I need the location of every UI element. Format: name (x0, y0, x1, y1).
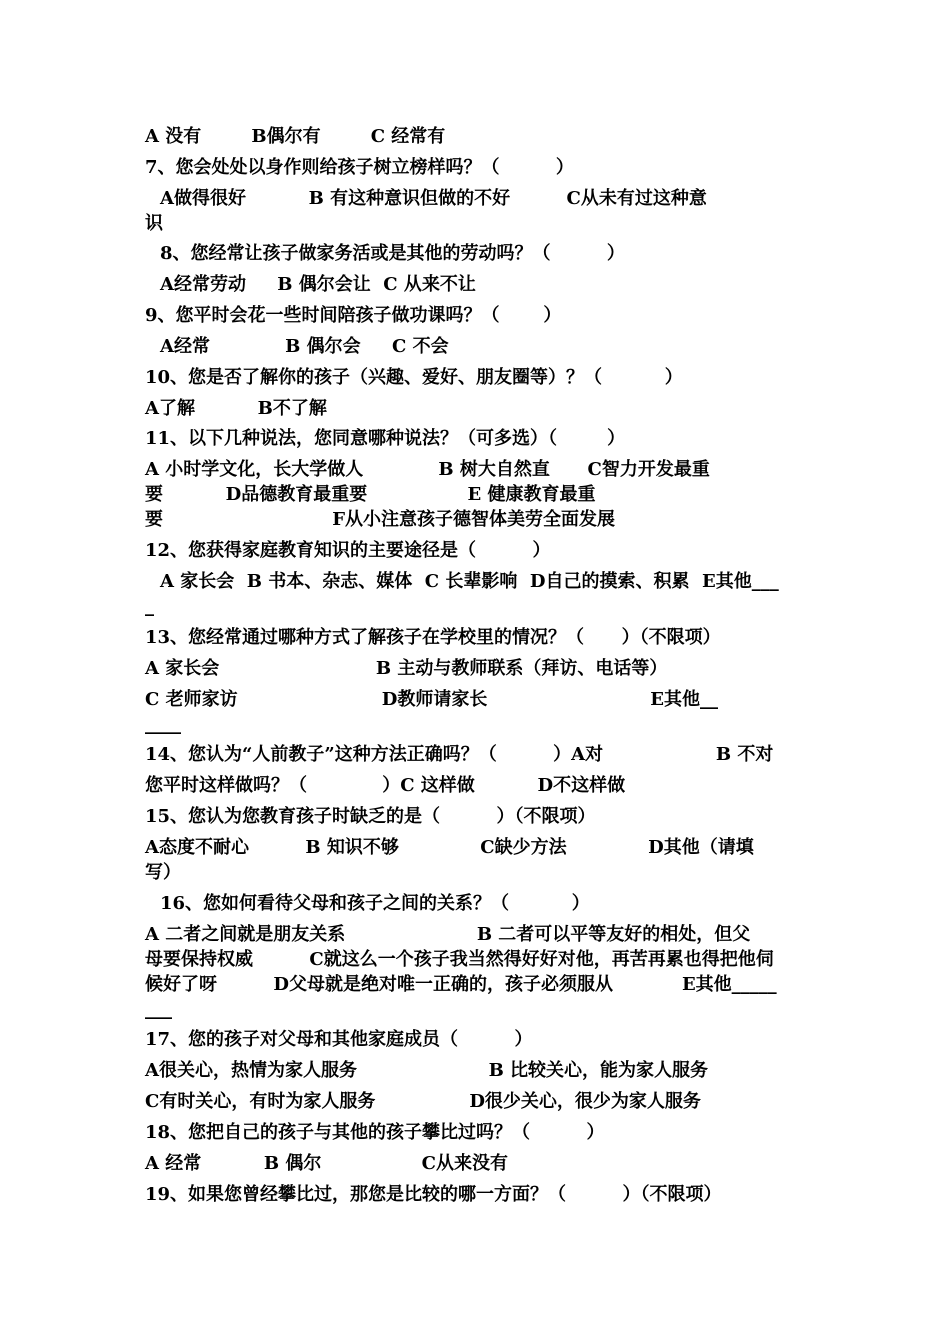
q8-options: A经常劳动 B 偶尔会让 C 从来不让 (160, 274, 476, 295)
q17-options-1: A很关心，热情为家人服务 B 比较关心，能为家人服务 (145, 1060, 709, 1081)
q13-options-2: C 老师家访 D教师请家长 E其他__ (145, 689, 718, 710)
q13-options-wrap: ____ (145, 714, 181, 735)
q17-question: 17、您的孩子对父母和其他家庭成员（ ） (145, 1029, 533, 1050)
q7-options-wrap: 识 (145, 213, 163, 234)
q18-question: 18、您把自己的孩子与其他的孩子攀比过吗？（ ） (145, 1122, 605, 1143)
q15-options: A态度不耐心 B 知识不够 C缺少方法 D其他（请填 (145, 837, 754, 858)
q11-options-3: 要 F从小注意孩子德智体美劳全面发展 (145, 509, 615, 530)
q15-question: 15、您认为您教育孩子时缺乏的是（ ）（不限项） (145, 806, 596, 827)
q16-options-2: 母要保持权威 C就这么一个孩子我当然得好好对他，再苦再累也得把他伺 (145, 949, 774, 970)
q14-question: 14、您认为“人前教子”这种方法正确吗？（ ）A对 B 不对 (145, 744, 774, 765)
q16-question: 16、您如何看待父母和孩子之间的关系？（ ） (160, 893, 590, 914)
q16-options-wrap: ___ (145, 999, 172, 1020)
q11-options-1: A 小时学文化，长大学做人 B 树大自然直 C智力开发最重 (145, 459, 710, 480)
q14-followup: 您平时这样做吗？（ ）C 这样做 D不这样做 (145, 775, 626, 796)
q19-question: 19、如果您曾经攀比过，那您是比较的哪一方面？（ ）（不限项） (145, 1184, 722, 1205)
q11-options-2: 要 D品德教育最重要 E 健康教育最重 (145, 484, 596, 505)
q12-options: A 家长会 B 书本、杂志、媒体 C 长辈影响 D自己的摸索、积累 E其他___ (160, 571, 779, 592)
q10-options: A了解 B不了解 (145, 398, 327, 419)
q9-question: 9、您平时会花一些时间陪孩子做功课吗？（ ） (145, 305, 562, 326)
q16-options-3: 候好了呀 D父母就是绝对唯一正确的，孩子必须服从 E其他_____ (145, 974, 777, 995)
q17-options-2: C有时关心，有时为家人服务 D很少关心，很少为家人服务 (145, 1091, 701, 1112)
q15-options-wrap: 写） (145, 862, 181, 883)
q8-question: 8、您经常让孩子做家务活或是其他的劳动吗？（ ） (160, 243, 625, 264)
q13-question: 13、您经常通过哪种方式了解孩子在学校里的情况？（ ）（不限项） (145, 627, 721, 648)
q7-question: 7、您会处处以身作则给孩子树立榜样吗？（ ） (145, 157, 574, 178)
q18-options: A 经常 B 偶尔 C从来没有 (145, 1153, 508, 1174)
q12-options-wrap: _ (145, 596, 154, 617)
q7-options: A做得很好 B 有这种意识但做的不好 C从未有过这种意 (160, 188, 707, 209)
q11-question: 11、以下几种说法，您同意哪种说法？（可多选）（ ） (145, 428, 626, 449)
q13-options-1: A 家长会 B 主动与教师联系（拜访、电话等） (145, 658, 668, 679)
q9-options: A经常 B 偶尔会 C 不会 (160, 336, 449, 357)
q12-question: 12、您获得家庭教育知识的主要途径是（ ） (145, 540, 551, 561)
q10-question: 10、您是否了解你的孩子（兴趣、爱好、朋友圈等）？（ ） (145, 367, 683, 388)
q6-options: A 没有 B偶尔有 C 经常有 (145, 126, 446, 147)
q16-options-1: A 二者之间就是朋友关系 B 二者可以平等友好的相处，但父 (145, 924, 751, 945)
